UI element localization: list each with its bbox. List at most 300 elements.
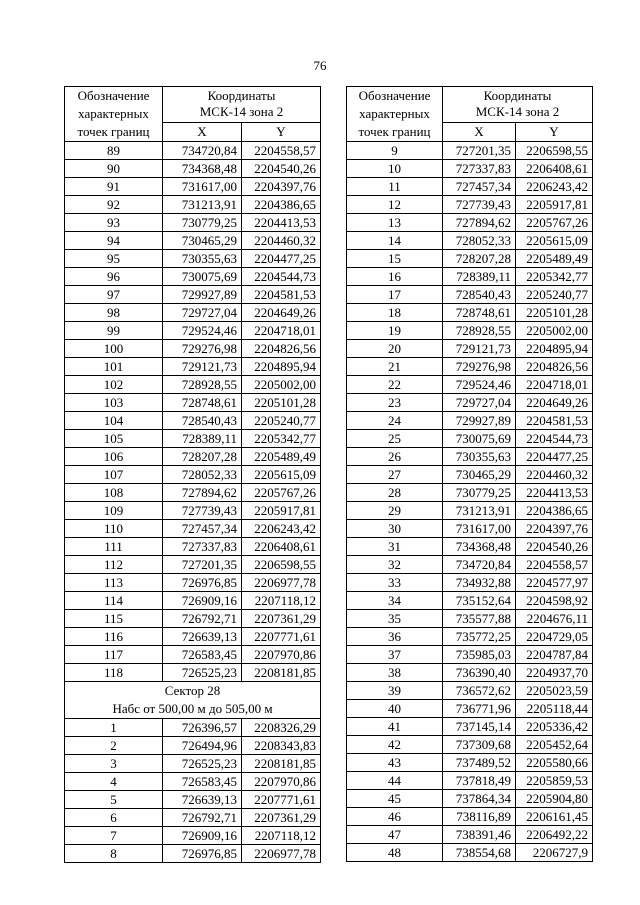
table-row [65, 538, 321, 556]
point-number: 100 [65, 340, 163, 358]
point-number: 46 [347, 808, 443, 826]
x-coordinate: 737309,68 [443, 736, 516, 754]
point-number: 89 [65, 142, 163, 160]
x-coordinate: 736572,62 [443, 682, 516, 700]
table-row [347, 232, 593, 250]
point-number: 112 [65, 556, 163, 574]
table-row [347, 304, 593, 322]
table-row [65, 304, 321, 322]
point-number: 26 [347, 448, 443, 466]
point-number: 12 [347, 196, 443, 214]
x-coordinate: 726909,16 [163, 827, 242, 845]
x-coordinate: 728748,61 [163, 394, 242, 412]
y-coordinate: 2205489,49 [516, 250, 593, 268]
x-coordinate: 726525,23 [163, 755, 242, 773]
x-coordinate: 727894,62 [163, 484, 242, 502]
x-coordinate: 726583,45 [163, 773, 242, 791]
point-number: 43 [347, 754, 443, 772]
table-row [65, 142, 321, 160]
x-coordinate: 734368,48 [443, 538, 516, 556]
point-number: 95 [65, 250, 163, 268]
table-row [347, 574, 593, 592]
y-coordinate: 2204413,53 [242, 214, 321, 232]
table-row [65, 628, 321, 646]
x-coordinate: 729276,98 [443, 358, 516, 376]
point-number: 118 [65, 664, 163, 682]
table-row [65, 502, 321, 520]
coords-title: Координаты [483, 88, 552, 104]
point-number: 18 [347, 304, 443, 322]
table-row [65, 845, 321, 863]
y-coordinate: 2204581,53 [516, 412, 593, 430]
x-coordinate: 727201,35 [163, 556, 242, 574]
table-row [347, 142, 593, 160]
x-coordinate: 726976,85 [163, 845, 242, 863]
table-row [347, 178, 593, 196]
x-coordinate: 734932,88 [443, 574, 516, 592]
point-number: 5 [65, 791, 163, 809]
x-coordinate: 728540,43 [443, 286, 516, 304]
point-number: 99 [65, 322, 163, 340]
x-coordinate: 727457,34 [443, 178, 516, 196]
table-row [347, 628, 593, 646]
point-number: 29 [347, 502, 443, 520]
y-coordinate: 2205342,77 [242, 430, 321, 448]
x-coordinate: 728207,28 [443, 250, 516, 268]
x-coordinate: 735772,25 [443, 628, 516, 646]
table-row [65, 340, 321, 358]
x-column-header: X [443, 122, 516, 141]
table-row [65, 646, 321, 664]
table-row [347, 250, 593, 268]
point-number: 98 [65, 304, 163, 322]
x-coordinate: 737489,52 [443, 754, 516, 772]
y-coordinate: 2205336,42 [516, 718, 593, 736]
y-coordinate: 2205904,80 [516, 790, 593, 808]
x-coordinate: 730779,25 [163, 214, 242, 232]
x-coordinate: 729121,73 [163, 358, 242, 376]
x-coordinate: 728928,55 [443, 322, 516, 340]
table-row [347, 610, 593, 628]
y-coordinate: 2204577,97 [516, 574, 593, 592]
page-number: 76 [313, 58, 327, 73]
y-coordinate: 2204676,11 [516, 610, 593, 628]
x-coordinate: 735152,64 [443, 592, 516, 610]
point-number: 117 [65, 646, 163, 664]
y-coordinate: 2204460,32 [516, 466, 593, 484]
table-row [347, 664, 593, 682]
y-coordinate: 2204540,26 [516, 538, 593, 556]
y-coordinate: 2206243,42 [242, 520, 321, 538]
table-row [65, 664, 321, 682]
table-row [347, 196, 593, 214]
table-row [65, 196, 321, 214]
point-number: 109 [65, 502, 163, 520]
y-coordinate: 2204581,53 [242, 286, 321, 304]
y-coordinate: 2207771,61 [242, 628, 321, 646]
table-row [65, 827, 321, 845]
y-coordinate: 2204826,56 [242, 340, 321, 358]
table-row [65, 556, 321, 574]
table-row [65, 232, 321, 250]
table-row [347, 448, 593, 466]
point-number: 44 [347, 772, 443, 790]
point-number: 45 [347, 790, 443, 808]
y-coordinate: 2208181,85 [242, 664, 321, 682]
y-coordinate: 2207361,29 [242, 610, 321, 628]
x-coordinate: 735577,88 [443, 610, 516, 628]
table-row [65, 484, 321, 502]
table-row [65, 737, 321, 755]
y-coordinate: 2204787,84 [516, 646, 593, 664]
point-number: 21 [347, 358, 443, 376]
x-column-header: X [163, 122, 242, 141]
y-coordinate: 2206977,78 [242, 574, 321, 592]
coords-system: МСК-14 зона 2 [199, 104, 284, 120]
point-number: 90 [65, 160, 163, 178]
table-row [65, 160, 321, 178]
point-number: 113 [65, 574, 163, 592]
x-coordinate: 726639,13 [163, 628, 242, 646]
table-row [65, 430, 321, 448]
point-number: 94 [65, 232, 163, 250]
table-row [65, 719, 321, 737]
y-coordinate: 2204386,65 [516, 502, 593, 520]
y-coordinate: 2208181,85 [242, 755, 321, 773]
x-coordinate: 726792,71 [163, 809, 242, 827]
y-coordinate: 2206408,61 [242, 538, 321, 556]
table-row [65, 286, 321, 304]
point-number: 96 [65, 268, 163, 286]
y-coordinate: 2206598,55 [516, 142, 593, 160]
y-coordinate: 2204649,26 [516, 394, 593, 412]
x-coordinate: 728207,28 [163, 448, 242, 466]
table-row [65, 592, 321, 610]
table-row [347, 376, 593, 394]
y-coordinate: 2204544,73 [242, 268, 321, 286]
y-coordinate: 2205615,09 [242, 466, 321, 484]
point-number: 1 [65, 719, 163, 737]
point-number: 3 [65, 755, 163, 773]
point-number: 31 [347, 538, 443, 556]
y-coordinate: 2207361,29 [242, 809, 321, 827]
y-coordinate: 2205580,66 [516, 754, 593, 772]
x-coordinate: 729927,89 [443, 412, 516, 430]
y-coordinate: 2204718,01 [516, 376, 593, 394]
table-row [65, 610, 321, 628]
y-coordinate: 2204718,01 [242, 322, 321, 340]
y-coordinate: 2205101,28 [242, 394, 321, 412]
x-coordinate: 731617,00 [443, 520, 516, 538]
x-coordinate: 727201,35 [443, 142, 516, 160]
table-row [347, 502, 593, 520]
x-coordinate: 731617,00 [163, 178, 242, 196]
coords-system: МСК-14 зона 2 [475, 104, 560, 120]
table-row [347, 808, 593, 826]
point-number: 108 [65, 484, 163, 502]
x-coordinate: 738391,46 [443, 826, 516, 844]
y-coordinate: 2205240,77 [516, 286, 593, 304]
y-coordinate: 2204413,53 [516, 484, 593, 502]
y-coordinate: 2204477,25 [242, 250, 321, 268]
y-coordinate: 2204540,26 [242, 160, 321, 178]
y-coordinate: 2205002,00 [242, 376, 321, 394]
x-coordinate: 729927,89 [163, 286, 242, 304]
point-number: 14 [347, 232, 443, 250]
x-coordinate: 734368,48 [163, 160, 242, 178]
x-coordinate: 727739,43 [443, 196, 516, 214]
x-coordinate: 730465,29 [443, 466, 516, 484]
y-coordinate: 2205917,81 [242, 502, 321, 520]
point-number: 34 [347, 592, 443, 610]
x-coordinate: 728748,61 [443, 304, 516, 322]
y-coordinate: 2205240,77 [242, 412, 321, 430]
table-row [347, 826, 593, 844]
y-coordinate: 2207970,86 [242, 773, 321, 791]
x-coordinate: 730075,69 [443, 430, 516, 448]
coordinates-table-left [64, 86, 321, 863]
table-row [65, 466, 321, 484]
x-coordinate: 737145,14 [443, 718, 516, 736]
y-coordinate: 2204895,94 [516, 340, 593, 358]
y-coordinate: 2204649,26 [242, 304, 321, 322]
table-row [347, 646, 593, 664]
x-coordinate: 727337,83 [163, 538, 242, 556]
table-row [65, 322, 321, 340]
table-row [65, 448, 321, 466]
y-coordinate: 2204729,05 [516, 628, 593, 646]
y-coordinate: 2204826,56 [516, 358, 593, 376]
x-coordinate: 736771,96 [443, 700, 516, 718]
y-coordinate: 2208326,29 [242, 719, 321, 737]
point-number: 36 [347, 628, 443, 646]
y-coordinate: 2205615,09 [516, 232, 593, 250]
coords-header [443, 87, 593, 123]
y-coordinate: 2204937,70 [516, 664, 593, 682]
table-row [65, 791, 321, 809]
table-row [347, 484, 593, 502]
x-coordinate: 728389,11 [443, 268, 516, 286]
y-coordinate: 2204477,25 [516, 448, 593, 466]
x-coordinate: 731213,91 [163, 196, 242, 214]
point-number: 110 [65, 520, 163, 538]
y-coordinate: 2207970,86 [242, 646, 321, 664]
point-number: 11 [347, 178, 443, 196]
table-row [347, 466, 593, 484]
point-number: 91 [65, 178, 163, 196]
table-row [65, 773, 321, 791]
y-coordinate: 2205342,77 [516, 268, 593, 286]
point-number: 30 [347, 520, 443, 538]
point-number: 28 [347, 484, 443, 502]
y-coordinate: 2206243,42 [516, 178, 593, 196]
table-row [347, 214, 593, 232]
y-coordinate: 2205023,59 [516, 682, 593, 700]
sector-header [65, 682, 321, 719]
table-row [347, 358, 593, 376]
point-number: 10 [347, 160, 443, 178]
table-row [347, 736, 593, 754]
y-column-header: Y [516, 122, 593, 141]
point-number: 15 [347, 250, 443, 268]
x-coordinate: 731213,91 [443, 502, 516, 520]
x-coordinate: 726396,57 [163, 719, 242, 737]
point-number: 6 [65, 809, 163, 827]
x-coordinate: 727457,34 [163, 520, 242, 538]
point-number: 38 [347, 664, 443, 682]
table-row [65, 394, 321, 412]
coords-header [163, 87, 321, 123]
y-coordinate: 2205118,44 [516, 700, 593, 718]
y-coordinate: 2205452,64 [516, 736, 593, 754]
x-coordinate: 738554,68 [443, 844, 516, 862]
x-coordinate: 726525,23 [163, 664, 242, 682]
table-row [347, 286, 593, 304]
table-row [347, 430, 593, 448]
table-row [65, 178, 321, 196]
table-row [347, 322, 593, 340]
x-coordinate: 734720,84 [163, 142, 242, 160]
point-number: 111 [65, 538, 163, 556]
table-row [65, 268, 321, 286]
point-number: 35 [347, 610, 443, 628]
x-coordinate: 729121,73 [443, 340, 516, 358]
point-number: 101 [65, 358, 163, 376]
table-row [347, 592, 593, 610]
y-coordinate: 2204598,92 [516, 592, 593, 610]
point-number: 114 [65, 592, 163, 610]
point-number: 40 [347, 700, 443, 718]
table-row [347, 412, 593, 430]
y-coordinate: 2207771,61 [242, 791, 321, 809]
x-coordinate: 728928,55 [163, 376, 242, 394]
x-coordinate: 726639,13 [163, 791, 242, 809]
x-coordinate: 730779,25 [443, 484, 516, 502]
x-coordinate: 738116,89 [443, 808, 516, 826]
table-row [65, 574, 321, 592]
y-column-header: Y [242, 122, 321, 141]
table-row [65, 376, 321, 394]
point-number: 33 [347, 574, 443, 592]
table-row [347, 682, 593, 700]
y-coordinate: 2205859,53 [516, 772, 593, 790]
table-row [347, 394, 593, 412]
point-number: 2 [65, 737, 163, 755]
point-number: 32 [347, 556, 443, 574]
point-number: 16 [347, 268, 443, 286]
y-coordinate: 2206727,9 [516, 844, 593, 862]
y-coordinate: 2204397,76 [242, 178, 321, 196]
x-coordinate: 726909,16 [163, 592, 242, 610]
table-row [65, 809, 321, 827]
point-number: 17 [347, 286, 443, 304]
table-row [347, 700, 593, 718]
x-coordinate: 728389,11 [163, 430, 242, 448]
y-coordinate: 2205917,81 [516, 196, 593, 214]
point-number: 93 [65, 214, 163, 232]
y-coordinate: 2204397,76 [516, 520, 593, 538]
point-number: 106 [65, 448, 163, 466]
table-row [347, 538, 593, 556]
point-number: 24 [347, 412, 443, 430]
y-coordinate: 2204895,94 [242, 358, 321, 376]
y-coordinate: 2205101,28 [516, 304, 593, 322]
y-coordinate: 2208343,83 [242, 737, 321, 755]
x-coordinate: 729524,46 [443, 376, 516, 394]
point-number: 47 [347, 826, 443, 844]
point-number: 22 [347, 376, 443, 394]
point-number: 97 [65, 286, 163, 304]
x-coordinate: 730075,69 [163, 268, 242, 286]
table-row [347, 556, 593, 574]
point-number: 42 [347, 736, 443, 754]
coords-title: Координаты [207, 88, 276, 104]
table-row [65, 520, 321, 538]
table-row [65, 214, 321, 232]
y-coordinate: 2205767,26 [242, 484, 321, 502]
table-row [347, 754, 593, 772]
point-number: 8 [65, 845, 163, 863]
x-coordinate: 729727,04 [163, 304, 242, 322]
x-coordinate: 726583,45 [163, 646, 242, 664]
point-number: 102 [65, 376, 163, 394]
point-number: 13 [347, 214, 443, 232]
y-coordinate: 2204460,32 [242, 232, 321, 250]
x-coordinate: 728540,43 [163, 412, 242, 430]
point-number: 9 [347, 142, 443, 160]
x-coordinate: 730355,63 [443, 448, 516, 466]
x-coordinate: 736390,40 [443, 664, 516, 682]
x-coordinate: 726494,96 [163, 737, 242, 755]
x-coordinate: 737818,49 [443, 772, 516, 790]
y-coordinate: 2204558,57 [242, 142, 321, 160]
y-coordinate: 2207118,12 [242, 827, 321, 845]
x-coordinate: 726976,85 [163, 574, 242, 592]
point-number: 48 [347, 844, 443, 862]
table-row [65, 412, 321, 430]
table-row [347, 160, 593, 178]
label-column-header: Обозначение характерных точек границ [65, 87, 163, 142]
point-number: 19 [347, 322, 443, 340]
point-number: 39 [347, 682, 443, 700]
x-coordinate: 730355,63 [163, 250, 242, 268]
point-number: 107 [65, 466, 163, 484]
y-coordinate: 2207118,12 [242, 592, 321, 610]
table-row [65, 755, 321, 773]
table-row [65, 358, 321, 376]
point-number: 23 [347, 394, 443, 412]
x-coordinate: 735985,03 [443, 646, 516, 664]
sector-title: Сектор 28 [164, 683, 221, 698]
coordinates-table-right [346, 86, 593, 862]
y-coordinate: 2206977,78 [242, 845, 321, 863]
point-number: 27 [347, 466, 443, 484]
point-number: 7 [65, 827, 163, 845]
point-number: 92 [65, 196, 163, 214]
y-coordinate: 2205767,26 [516, 214, 593, 232]
label-column-header: Обозначение характерных точек границ [347, 87, 443, 142]
point-number: 25 [347, 430, 443, 448]
x-coordinate: 729276,98 [163, 340, 242, 358]
y-coordinate: 2206492,22 [516, 826, 593, 844]
table-row [347, 718, 593, 736]
table-row [347, 268, 593, 286]
x-coordinate: 729524,46 [163, 322, 242, 340]
y-coordinate: 2206161,45 [516, 808, 593, 826]
y-coordinate: 2206598,55 [242, 556, 321, 574]
table-row [347, 844, 593, 862]
x-coordinate: 734720,84 [443, 556, 516, 574]
